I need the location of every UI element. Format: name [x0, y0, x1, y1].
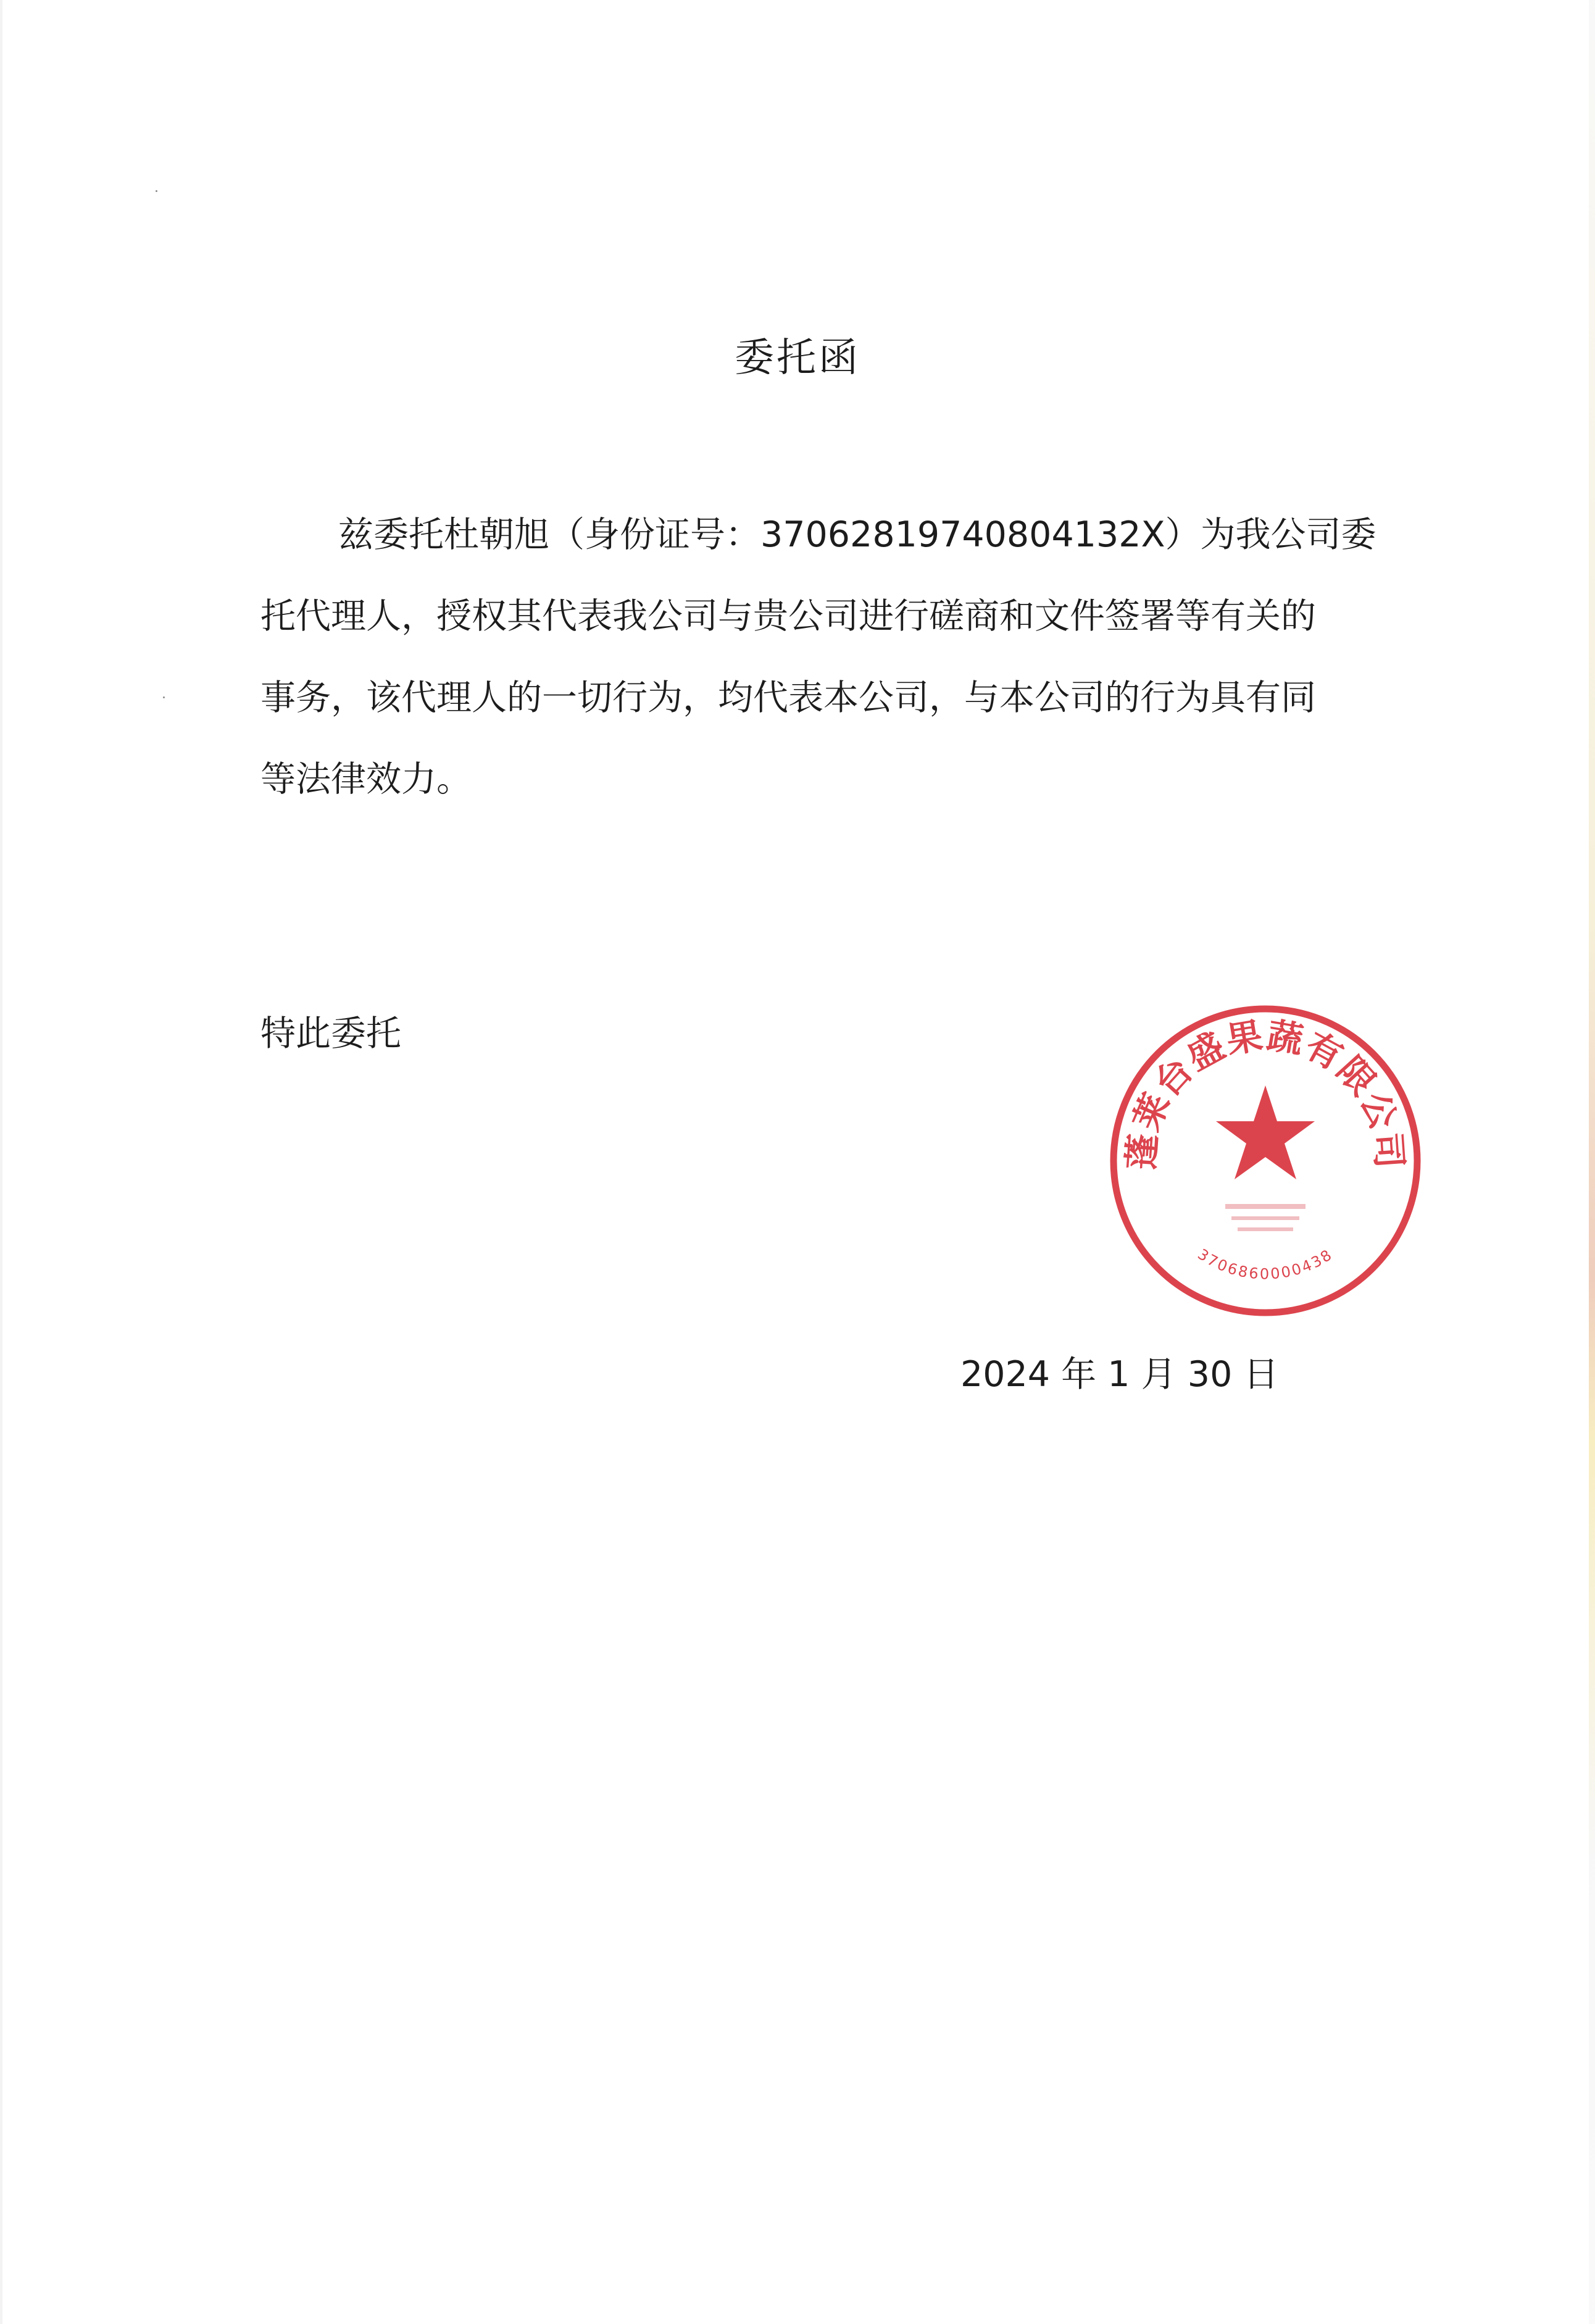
star-icon [1216, 1085, 1315, 1179]
scan-dot [156, 190, 157, 192]
company-seal [1105, 1000, 1426, 1321]
body-line: 事务，该代理人的一切行为，均代表本公司，与本公司的行为具有同 [260, 677, 1316, 718]
body-line: 兹委托杜朝旭（身份证号：37062819740804132X）为我公司委 [338, 514, 1376, 555]
scan-dot [163, 696, 165, 698]
body-line: 托代理人，授权其代表我公司与贵公司进行磋商和文件签署等有关的 [260, 596, 1316, 637]
body-line: 等法律效力。 [260, 759, 472, 800]
seal-smudge [1225, 1204, 1306, 1231]
seal-company-name: 蓬莱台盛果蔬有限公司 [1120, 1014, 1411, 1171]
signing-date: 2024 年 1 月 30 日 [960, 1354, 1279, 1395]
closing-phrase: 特此委托 [260, 1013, 401, 1054]
document-title: 委托函 [735, 335, 860, 381]
seal-code: 3706860000438 [1194, 1245, 1336, 1283]
body-paragraph [260, 494, 1376, 820]
